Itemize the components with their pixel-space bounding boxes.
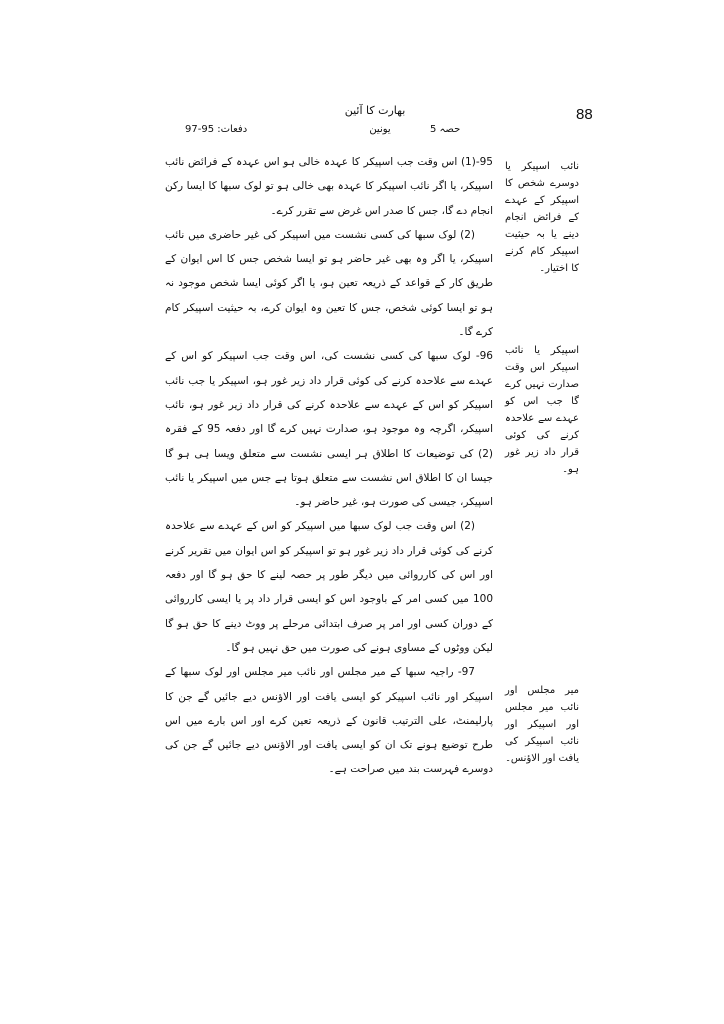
part-label: حصہ 5 [430,124,461,135]
paragraph-article-97: 97- راجیہ سبھا کے میر مجلس اور نائب میر مجلس اور لوک سبھا کے اسپیکر اور نائب اسپیکر کو ایسی یافت اور الاؤنس دیے جائیں گے جن کا پارلیمنٹ، علی الترتیب قانون کے ذریعہ تعین کرے اور اس بارے میں اس طرح توضیع ہونے تک ان کو ایسی یافت اور الاؤنس دیے جائیں گے جن کی دوسرے فہرست بند میں صراحت ہے۔ [165,666,493,776]
articles-label: دفعات: 95-97 [185,124,248,135]
margin-note-article-95: نائب اسپیکر یا دوسرے شخص کا اسپیکر کے عہدے کے فرائض انجام دینے یا بہ حیثیت اسپیکر کام کرنے کا اختیار۔ [505,161,579,274]
paragraph-article-95-1: 95-(1) اس وقت جب اسپیکر کا عہدہ خالی ہو اس عہدہ کے فرائض نائب اسپیکر، یا اگر نائب اسپیکر کا عہدہ بھی خالی ہو تو لوک سبھا کا ایسا رکن انجام دے گا، جس کا صدر اس غرض سے تقرر کرے۔ [165,156,493,217]
part-title: یونین [369,124,391,135]
paragraph-article-95-2: (2) لوک سبھا کی کسی نشست میں اسپیکر کی غیر حاضری میں نائب اسپیکر، یا اگر وہ بھی غیر حاضر ہو تو ایسا شخص جس کا اس ایوان کے طریق کار کے قواعد کے ذریعہ تعین ہو، یا اگر کوئی ایسا شخص موجود نہ ہو تو ایسا کوئی شخص، جس کا تعین وہ ایوان کرے، بہ حیثیت اسپیکر کام کرے گا۔ [165,228,493,339]
paragraph-article-96-2: (2) اس وقت جب لوک سبھا میں اسپیکر کو اس کے عہدے سے علاحدہ کرنے کی کوئی قرار داد زیر غور ہو تو اسپیکر کو اس ایوان میں تقریر کرنے اور اس کی کارروائی میں دیگر طور پر حصہ لینے کا حق ہو گا اور دفعہ 100 میں کسی امر کے باوجود اس کو ایسی قرار داد پر یا ایسی کارروائی کے دوران کسی اور امر پر صرف ابتدائی مرحلے پر ووٹ دینے کا حق ہو گا لیکن ووٹوں کے مساوی ہونے کی صورت میں حق نہیں ہو گا۔ [165,520,493,654]
running-title: بھارت کا آئین [344,104,406,117]
margin-note-article-96: اسپیکر یا نائب اسپیکر اس وقت صدارت نہیں کرے گا جب اس کو عہدے سے علاحدہ کرنے کی کوئی قرار داد زیر غور ہو۔ [505,345,579,475]
paragraph-article-96-1: 96- لوک سبھا کی کسی نشست کی، اس وقت جب اسپیکر کو اس کے عہدے سے علاحدہ کرنے کی کوئی قرار داد زیر غور ہو، اسپیکر یا جب نائب اسپیکر کو اس کے عہدے سے علاحدہ کرنے کی قرار داد زیر غور ہو، نائب اسپیکر، اگرچہ وہ موجود ہو، صدارت نہیں کرے گا اور دفعہ 95 کے فقرہ (2) کی توضیعات کا اطلاق ہر ایسی نشست سے متعلق ویسا ہی ہو گا جیسا ان کا اطلاق اس نشست سے متعلق ہوتا ہے جس میں اسپیکر یا نائب اسپیکر، جیسی کی صورت ہو، غیر حاضر ہو۔ [165,350,493,509]
page-number: 88 [576,106,593,123]
main-text [165,150,493,782]
margin-note-article-97: میر مجلس اور نائب میر مجلس اور اسپیکر اور نائب اسپیکر کی یافت اور الاؤنس۔ [505,685,579,764]
